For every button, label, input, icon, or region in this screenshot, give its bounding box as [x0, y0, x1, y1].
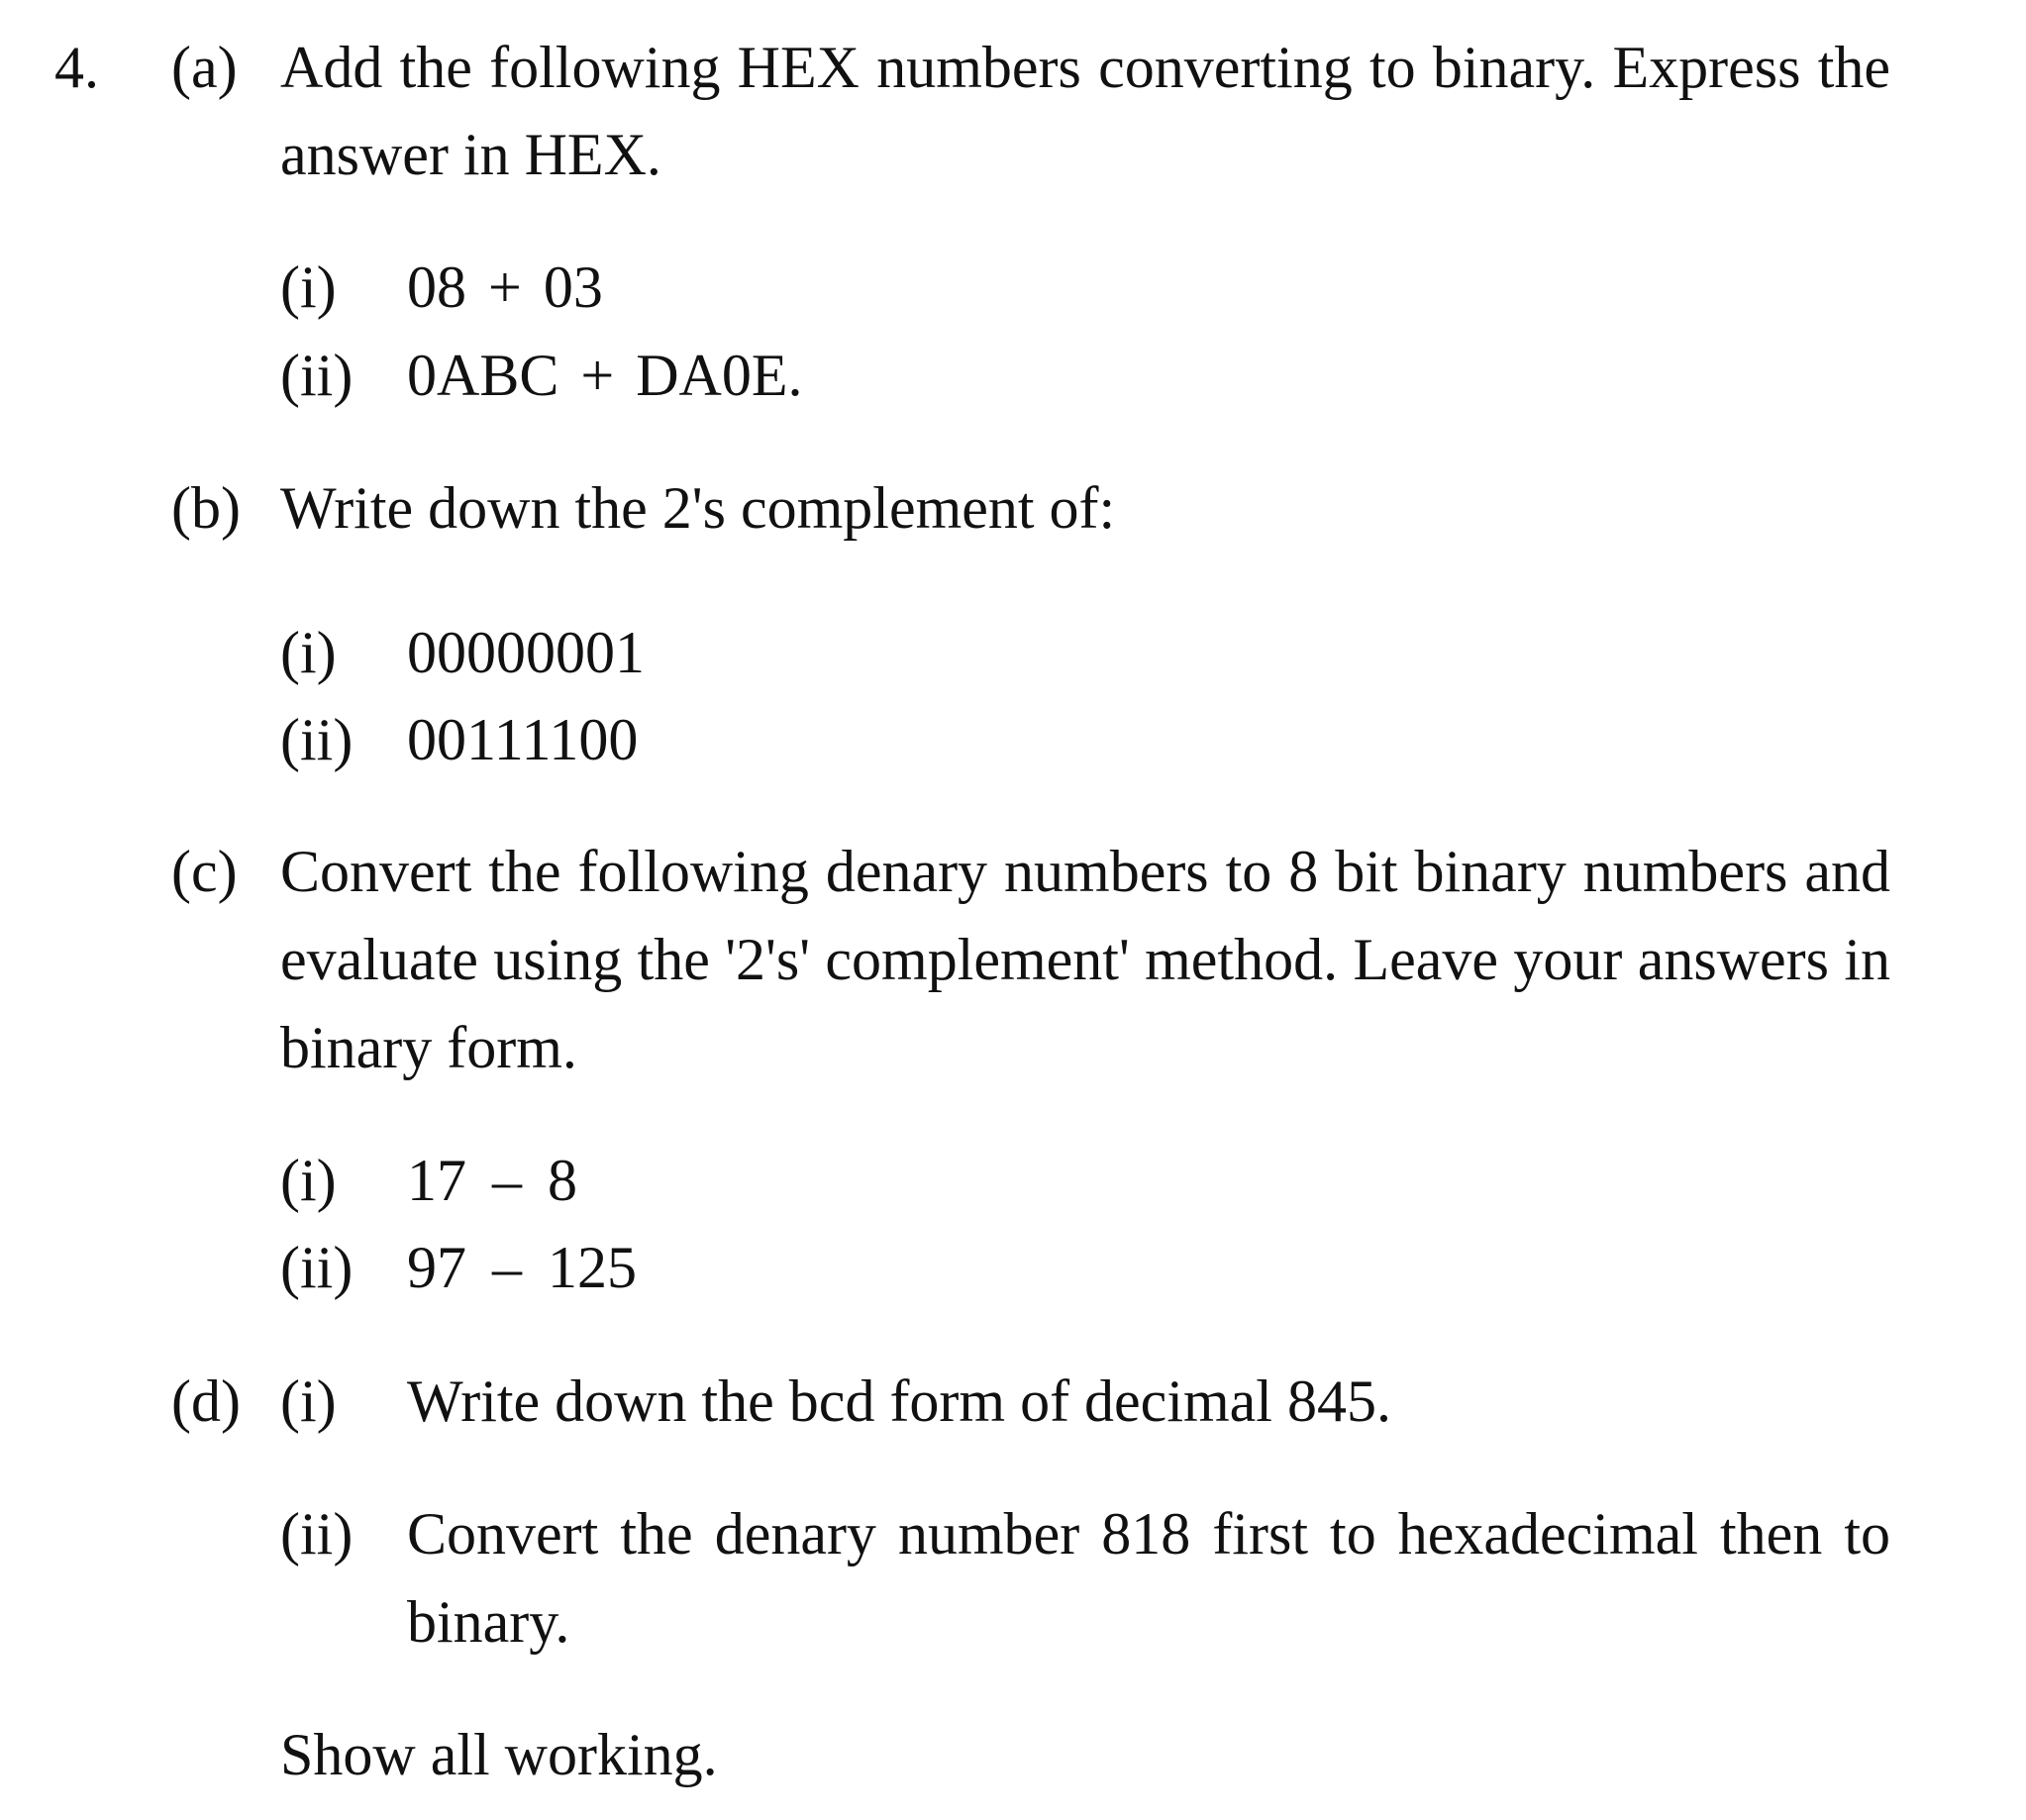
part-d-item-ii-line-2: binary. [407, 1589, 570, 1655]
operator: + [488, 254, 522, 320]
part-b-item-ii-label: (ii) [280, 707, 354, 772]
part-d-item-ii-label: (ii) [280, 1501, 354, 1567]
part-d-label: (d) [171, 1368, 241, 1434]
part-b-label: (b) [171, 475, 241, 541]
part-a-stem-line-2: answer in HEX. [280, 122, 661, 187]
operand-right: 03 [543, 254, 603, 320]
operand-right: 8 [548, 1148, 577, 1213]
part-a-item-i-expression [407, 254, 603, 320]
part-c-item-ii-expression [407, 1235, 637, 1300]
operand-left: 17 [407, 1148, 466, 1213]
operator: – [492, 1235, 522, 1300]
question-number: 4. [54, 35, 99, 100]
part-c-item-i-expression [407, 1148, 577, 1213]
part-b-item-i-label: (i) [280, 620, 337, 685]
part-d-item-ii-line-1: Convert the denary number 818 first to hexadecimal then to [407, 1501, 1890, 1567]
operand-left: 08 [407, 254, 466, 320]
part-a-item-ii-expression [407, 343, 803, 408]
part-d-item-i-text: Write down the bcd form of decimal 845. [407, 1368, 1391, 1434]
part-a-stem-line-1: Add the following HEX numbers converting to binary. Express the [280, 35, 1890, 100]
part-c-item-ii-label: (ii) [280, 1235, 354, 1300]
part-d-item-i-label: (i) [280, 1368, 337, 1434]
part-c-label: (c) [171, 839, 238, 904]
part-c-stem-line-1: Convert the following denary numbers to 8 bit binary numbers and [280, 839, 1890, 904]
operand-left: 0ABC [407, 343, 559, 408]
part-c-stem-line-2: evaluate using the '2's' complement' method. Leave your answers in [280, 927, 1890, 992]
part-c-stem-line-3: binary form. [280, 1015, 577, 1080]
part-c-item-i-label: (i) [280, 1148, 337, 1213]
operand-left: 97 [407, 1235, 466, 1300]
part-b-stem: Write down the 2's complement of: [280, 475, 1116, 541]
operator: + [580, 343, 615, 408]
part-a-item-ii-label: (ii) [280, 343, 354, 408]
part-b-item-ii-text: 00111100 [407, 707, 639, 772]
operand-right: 125 [548, 1235, 637, 1300]
part-a-label: (a) [171, 35, 238, 100]
operator: – [492, 1148, 522, 1213]
operand-right: DA0E. [636, 343, 803, 408]
footer-instruction: Show all working. [280, 1722, 718, 1787]
part-a-item-i-label: (i) [280, 254, 337, 320]
part-b-item-i-text: 00000001 [407, 620, 645, 685]
